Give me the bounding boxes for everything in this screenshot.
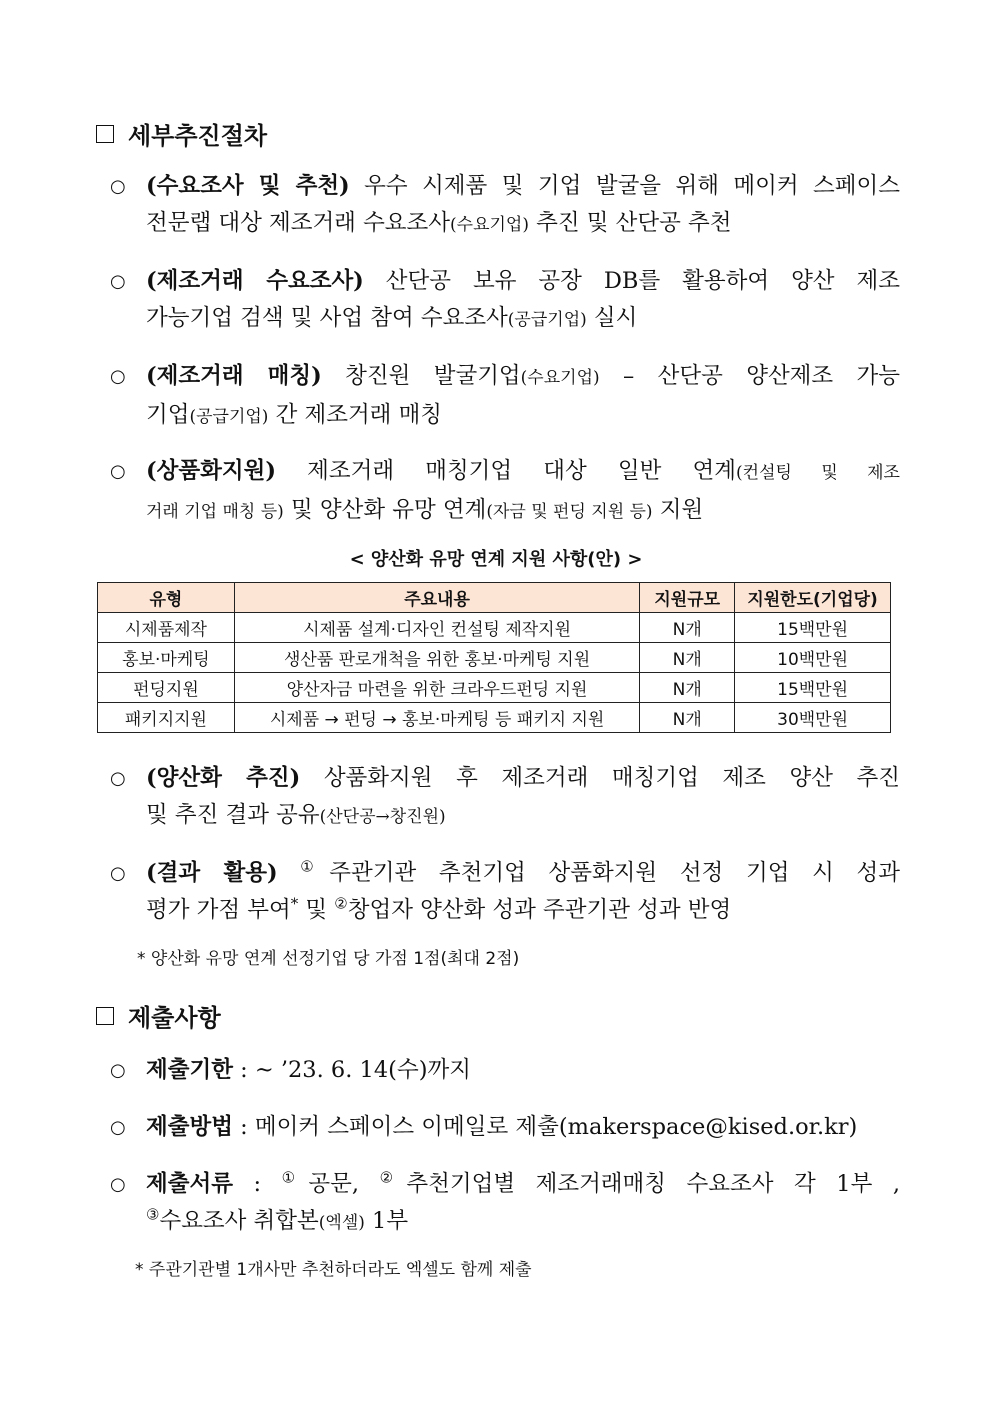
table-cell: 30백만원 xyxy=(735,703,891,733)
table-cell: N개 xyxy=(640,673,735,703)
bullet-circle-icon: ○ xyxy=(110,768,126,789)
table-row xyxy=(98,703,891,733)
table-cell: N개 xyxy=(640,703,735,733)
table-cell: 10백만원 xyxy=(735,643,891,673)
table-row xyxy=(98,673,891,703)
table-cell: 시제품 → 펀딩 → 홍보·마케팅 등 패키지 지원 xyxy=(234,703,639,733)
table-header-row xyxy=(98,583,891,613)
bullet-circle-icon: ○ xyxy=(110,461,126,482)
list-item: ○ (상품화지원) 제조거래 매칭기업 대상 일반 연계(컨설팅 및 제조 거래 기업 매칭 등) 및 양산화 유망 연계(자금 및 펀딩 지원 등) 지원 xyxy=(110,453,900,531)
bullet-circle-icon: ○ xyxy=(110,1117,126,1138)
table-header: 지원한도(기업당) xyxy=(735,583,891,613)
table-cell: 패키지지원 xyxy=(98,703,235,733)
bullet-circle-icon: ○ xyxy=(110,176,126,197)
list-item: ○ 제출서류 : ①공문, ②추천기업별 제조거래매칭 수요조사 각 1부 , ③수요조사 취합본(엑셀) 1부 xyxy=(110,1166,900,1242)
support-table xyxy=(97,582,891,733)
table-cell: 홍보·마케팅 xyxy=(98,643,235,673)
table-cell: N개 xyxy=(640,613,735,643)
bullet-circle-icon: ○ xyxy=(110,366,126,387)
section-title-submission: 제출사항 xyxy=(96,998,221,1033)
table-cell: 15백만원 xyxy=(735,673,891,703)
table-cell: N개 xyxy=(640,643,735,673)
footnote: * 양산화 유망 연계 선정기업 당 가점 1점(최대 2점) xyxy=(137,949,520,969)
bullet-circle-icon: ○ xyxy=(110,271,126,292)
bullet-circle-icon: ○ xyxy=(110,1060,126,1081)
list-item: ○ (수요조사 및 추천) 우수 시제품 및 기업 발굴을 위해 메이커 스페이스 전문랩 대상 제조거래 수요조사(수요기업) 추진 및 산단공 추천 xyxy=(110,168,900,244)
list-item: ○ (결과 활용) ①주관기관 추천기업 상품화지원 선정 기업 시 성과 평가 가점 부여* 및 ②창업자 양산화 성과 주관기관 성과 반영 xyxy=(110,855,900,929)
list-item: ○ (제조거래 매칭) 창진원 발굴기업(수요기업) – 산단공 양산제조 가능 기업(공급기업) 간 제조거래 매칭 xyxy=(110,358,900,436)
table-cell: 양산자금 마련을 위한 크라우드펀딩 지원 xyxy=(234,673,639,703)
table-caption: < 양산화 유망 연계 지원 사항(안) > xyxy=(349,549,643,570)
list-item: ○ 제출기한 : ~ ’23. 6. 14(수)까지 xyxy=(110,1052,900,1089)
table-header: 유형 xyxy=(98,583,235,613)
bullet-circle-icon: ○ xyxy=(110,1174,126,1195)
bullet-circle-icon: ○ xyxy=(110,863,126,884)
table-header: 주요내용 xyxy=(234,583,639,613)
list-item: ○ (양산화 추진) 상품화지원 후 제조거래 매칭기업 제조 양산 추진 및 추진 결과 공유(산단공→창진원) xyxy=(110,760,900,836)
table-cell: 15백만원 xyxy=(735,613,891,643)
checkbox-square-icon xyxy=(96,125,114,143)
checkbox-square-icon xyxy=(96,1007,114,1025)
table-cell: 시제품제작 xyxy=(98,613,235,643)
section-title-procedure: 세부추진절차 xyxy=(96,116,267,151)
list-item: ○ 제출방법 : 메이커 스페이스 이메일로 제출(makerspace@kised.or.kr) xyxy=(110,1109,900,1146)
table-cell: 펀딩지원 xyxy=(98,673,235,703)
table-header: 지원규모 xyxy=(640,583,735,613)
table-row xyxy=(98,613,891,643)
table-cell: 생산품 판로개척을 위한 홍보·마케팅 지원 xyxy=(234,643,639,673)
footnote: * 주관기관별 1개사만 추천하더라도 엑셀도 함께 제출 xyxy=(135,1260,532,1280)
table-row xyxy=(98,643,891,673)
table-cell: 시제품 설계·디자인 컨설팅 제작지원 xyxy=(234,613,639,643)
list-item: ○ (제조거래 수요조사) 산단공 보유 공장 DB를 활용하여 양산 제조 가능기업 검색 및 사업 참여 수요조사(공급기업) 실시 xyxy=(110,263,900,339)
